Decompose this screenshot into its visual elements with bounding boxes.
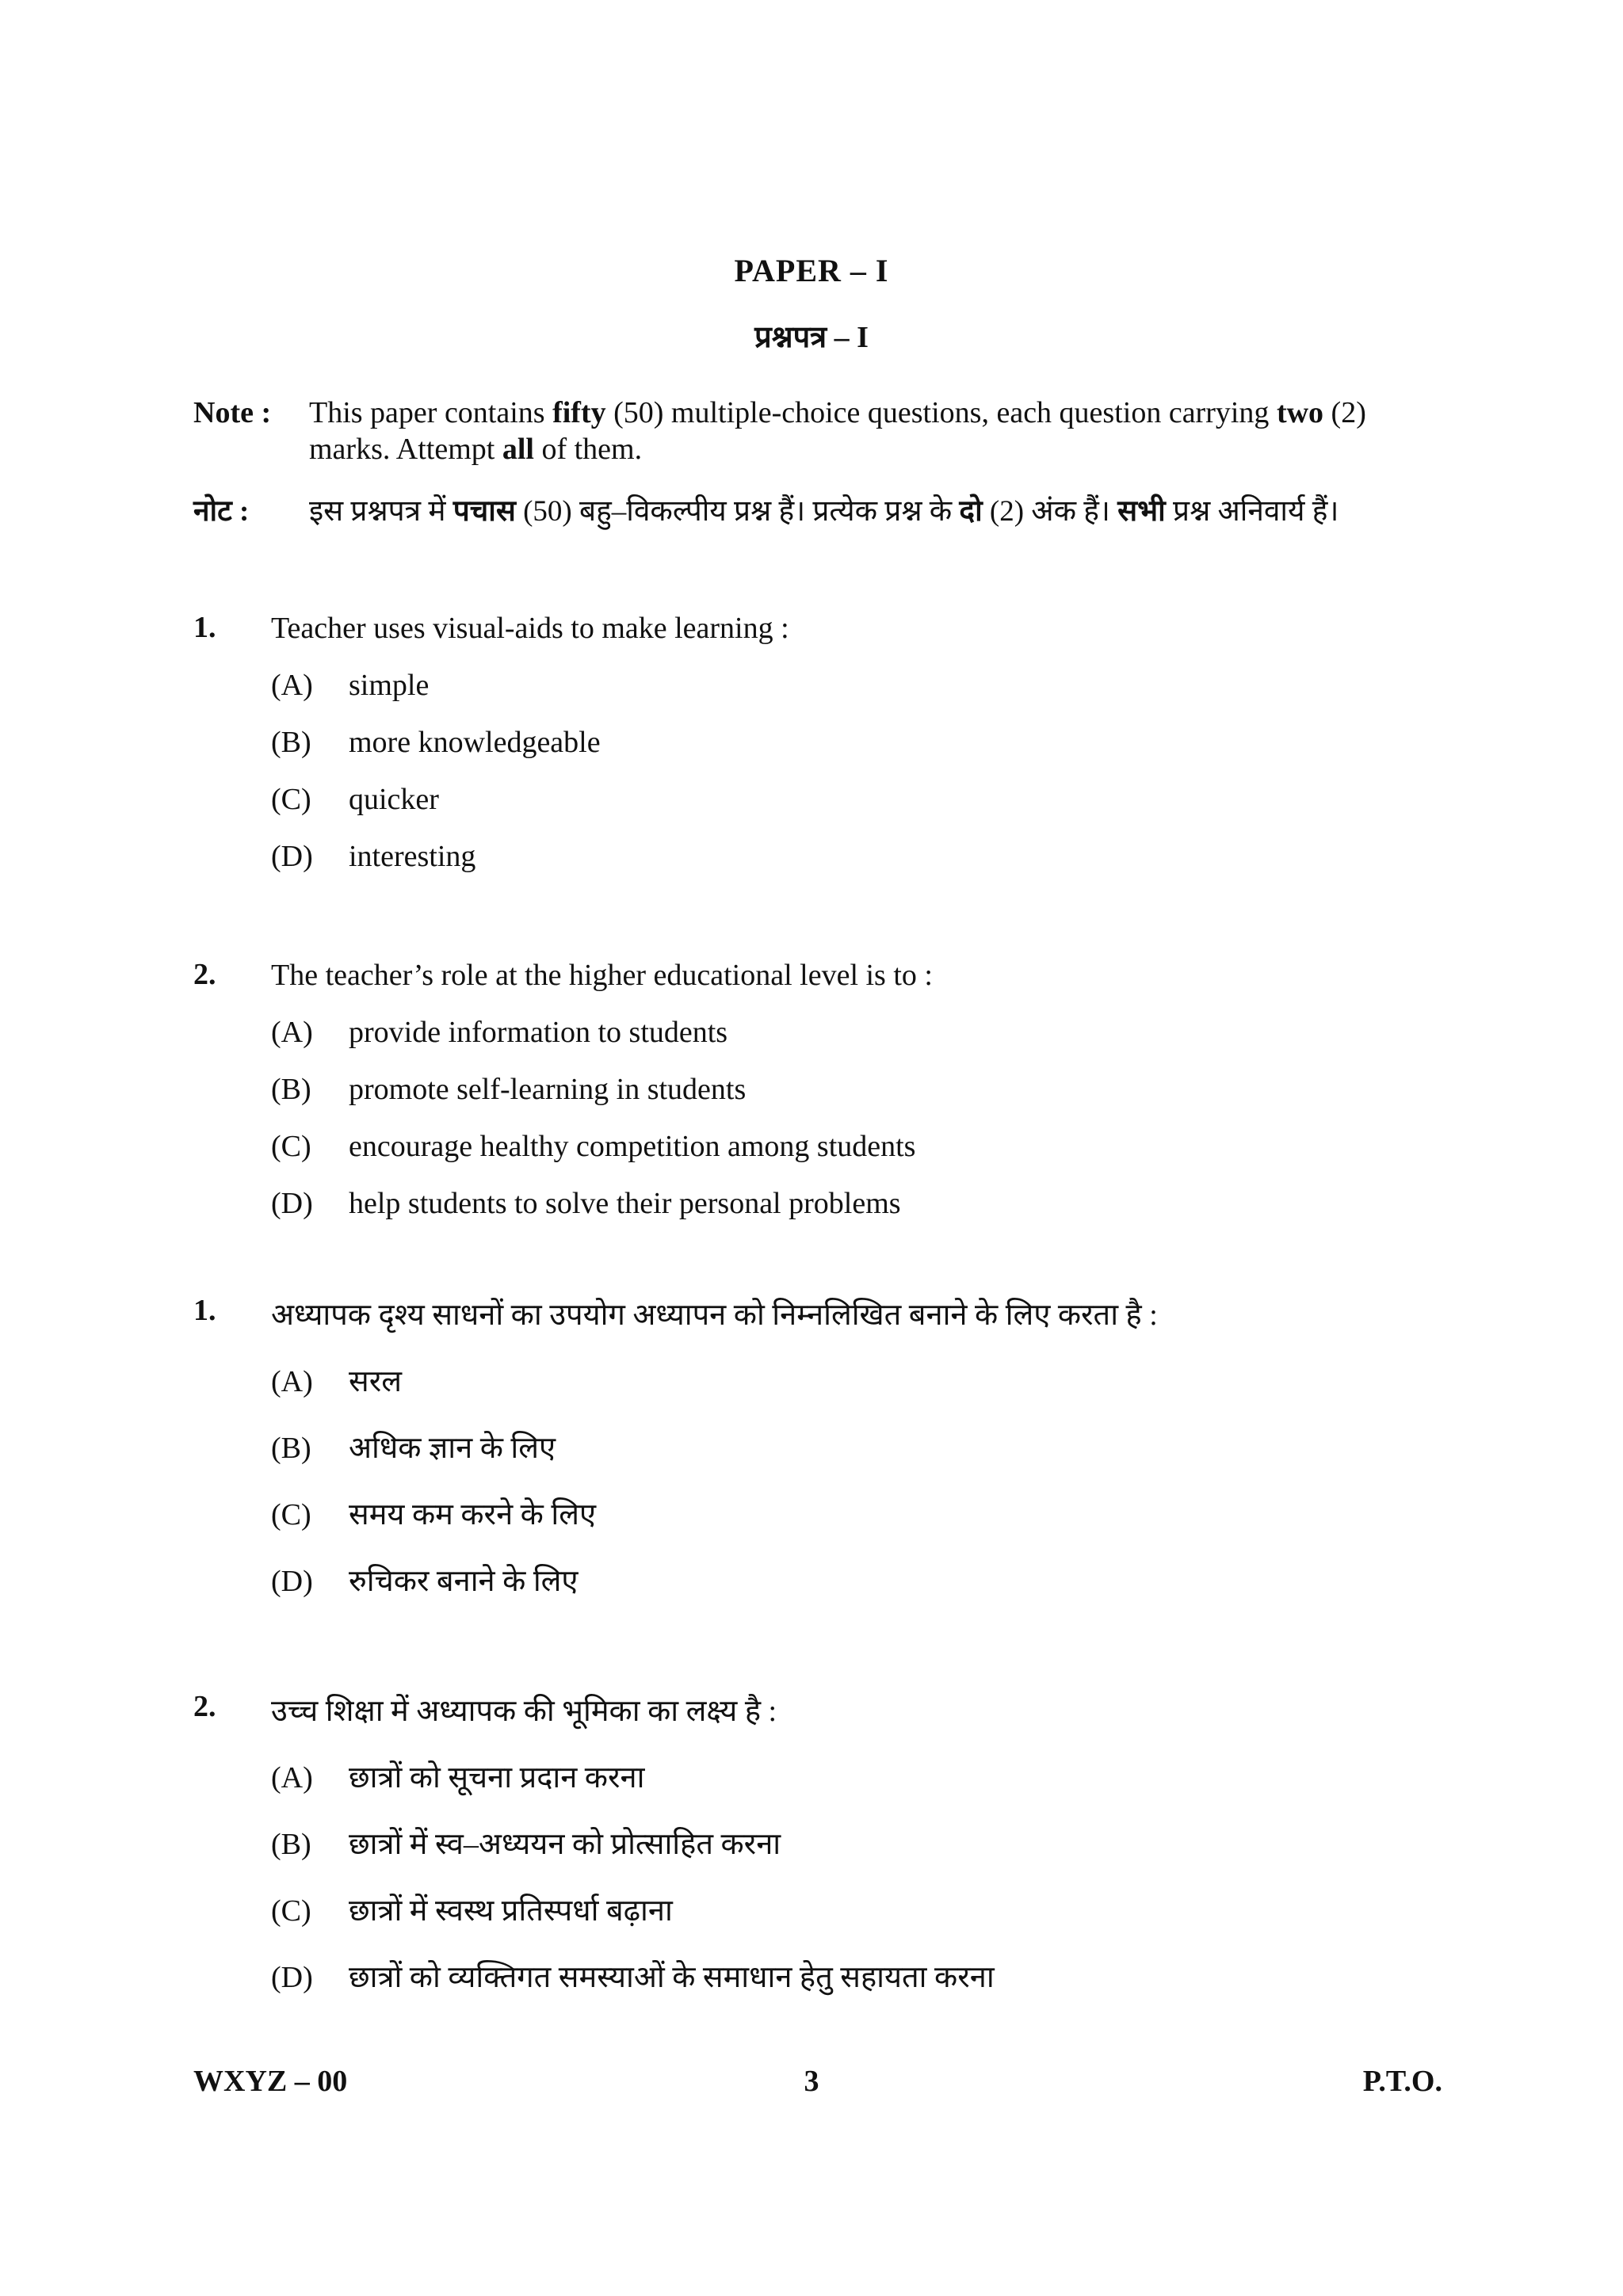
option-c: (C) समय कम करने के लिए <box>271 1498 596 1531</box>
option-b: (B) more knowledgeable <box>271 726 601 759</box>
question-2-english <box>193 957 1442 1222</box>
note-text-hindi: इस प्रश्नपत्र में पचास (50) बहु–विकल्पीय प्रश्न हैं। प्रत्येक प्रश्न के दो (2) अंक हैं। सभी प्रश्न अनिवार्य हैं। <box>309 495 1339 528</box>
option-list <box>271 646 1442 875</box>
option-d: (D) help students to solve their personal problems <box>271 1187 901 1220</box>
option-a: (A) सरल <box>271 1365 402 1398</box>
note-hindi <box>193 490 1442 534</box>
question-1-hindi <box>193 1293 1442 1604</box>
note-text: This paper contains fifty (50) multiple-choice questions, each question carrying two (2) marks. Attempt all of them. <box>309 396 1366 466</box>
note-english <box>193 395 1442 467</box>
question-1-english <box>193 610 1442 875</box>
question-number: 1. <box>193 1294 216 1327</box>
question-number: 2. <box>193 958 216 991</box>
option-d: (D) रुचिकर बनाने के लिए <box>271 1565 579 1598</box>
option-a: (A) provide information to students <box>271 1016 728 1049</box>
question-stem: The teacher’s role at the higher educational level is to : <box>271 959 933 992</box>
paper-code: WXYZ – 00 <box>193 2065 348 2098</box>
paper-title: PAPER – I <box>734 253 889 288</box>
question-stem: उच्च शिक्षा में अध्यापक की भूमिका का लक्ष्य है : <box>271 1695 777 1728</box>
note-label-hindi: नोट : <box>193 495 250 528</box>
paper-title-hindi: प्रश्नपत्र – I <box>754 321 869 354</box>
pto-label: P.T.O. <box>1362 2065 1442 2098</box>
option-b: (B) अधिक ज्ञान के लिए <box>271 1432 556 1465</box>
option-c: (C) encourage healthy competition among students <box>271 1130 916 1163</box>
option-b: (B) छात्रों में स्व–अध्ययन को प्रोत्साहित करना <box>271 1828 781 1861</box>
question-2-hindi <box>193 1689 1442 2000</box>
option-c: (C) quicker <box>271 783 439 816</box>
option-d: (D) interesting <box>271 840 476 873</box>
question-number: 1. <box>193 611 216 644</box>
page-number: 3 <box>804 2065 819 2098</box>
note-label: Note : <box>193 396 272 429</box>
option-list <box>271 1733 1442 2000</box>
option-d: (D) छात्रों को व्यक्तिगत समस्याओं के समाधान हेतु सहायता करना <box>271 1961 995 1994</box>
option-list <box>271 994 1442 1222</box>
option-b: (B) promote self-learning in students <box>271 1073 747 1106</box>
question-stem: अध्यापक दृश्य साधनों का उपयोग अध्यापन को निम्नलिखित बनाने के लिए करता है : <box>271 1299 1158 1332</box>
option-c: (C) छात्रों में स्वस्थ प्रतिस्पर्धा बढ़ाना <box>271 1894 673 1928</box>
question-stem: Teacher uses visual-aids to make learning : <box>271 612 789 645</box>
option-a: (A) simple <box>271 669 430 702</box>
option-list <box>271 1337 1442 1604</box>
question-number: 2. <box>193 1690 216 1723</box>
option-a: (A) छात्रों को सूचना प्रदान करना <box>271 1761 645 1794</box>
